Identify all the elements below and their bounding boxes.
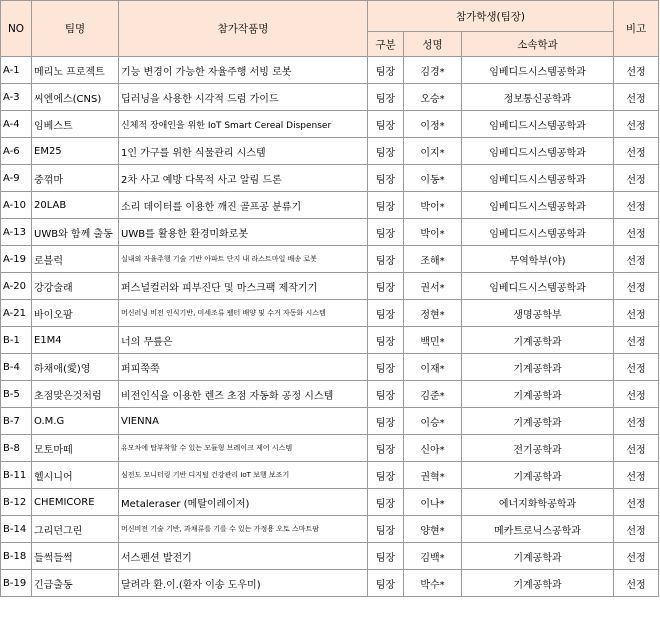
row-team: 긴급출동 — [32, 570, 119, 597]
row-dept: 생명공학부 — [462, 300, 614, 327]
header-role: 구분 — [368, 32, 404, 57]
table-row — [1, 381, 659, 408]
row-role: 팀장 — [368, 273, 404, 300]
row-name: 백민* — [404, 327, 462, 354]
row-no: A-19 — [1, 246, 32, 273]
row-no: B-19 — [1, 570, 32, 597]
row-team: 헬시니어 — [32, 462, 119, 489]
header-no: NO — [1, 1, 32, 57]
row-note: 선정 — [614, 246, 659, 273]
row-role: 팀장 — [368, 381, 404, 408]
row-role: 팀장 — [368, 192, 404, 219]
row-no: B-11 — [1, 462, 32, 489]
row-dept: 임베디드시스템공학과 — [462, 57, 614, 84]
row-no: B-14 — [1, 516, 32, 543]
row-dept: 기계공학과 — [462, 354, 614, 381]
row-no: A-13 — [1, 219, 32, 246]
row-note: 선정 — [614, 273, 659, 300]
row-dept: 임베디드시스템공학과 — [462, 165, 614, 192]
table-row — [1, 300, 659, 327]
row-name: 김경* — [404, 57, 462, 84]
row-note: 선정 — [614, 570, 659, 597]
row-name: 정현* — [404, 300, 462, 327]
row-role: 팀장 — [368, 57, 404, 84]
row-note: 선정 — [614, 516, 659, 543]
row-work: 소리 데이터를 이용한 깨진 골프공 분류기 — [119, 192, 368, 219]
row-role: 팀장 — [368, 138, 404, 165]
row-role: 팀장 — [368, 543, 404, 570]
row-dept: 정보통신공학과 — [462, 84, 614, 111]
row-work: 달려라 환.이.(환자 이송 도우미) — [119, 570, 368, 597]
row-work: 유모차에 탑부착할 수 있는 모듈형 브레이크 제어 시스템 — [119, 435, 368, 462]
row-note: 선정 — [614, 462, 659, 489]
row-no: B-12 — [1, 489, 32, 516]
row-name: 오승* — [404, 84, 462, 111]
row-work: 퍼스널컬러와 피부진단 및 마스크팩 제작기기 — [119, 273, 368, 300]
row-dept: 임베디드시스템공학과 — [462, 219, 614, 246]
row-work: 실내외 자율주행 기술 기반 아파트 단지 내 라스트마일 배송 로봇 — [119, 246, 368, 273]
table-body — [1, 57, 659, 597]
table-row — [1, 489, 659, 516]
row-role: 팀장 — [368, 489, 404, 516]
row-dept: 에너지화학공학과 — [462, 489, 614, 516]
table-row — [1, 138, 659, 165]
row-team: CHEMICORE — [32, 489, 119, 516]
row-dept: 임베디드시스템공학과 — [462, 273, 614, 300]
table-row — [1, 327, 659, 354]
row-no: A-6 — [1, 138, 32, 165]
table-row — [1, 354, 659, 381]
row-name: 신아* — [404, 435, 462, 462]
row-no: B-5 — [1, 381, 32, 408]
row-work: 심전도 모니터링 기반 디지털 건강관리 IoT 보행 보조기 — [119, 462, 368, 489]
row-role: 팀장 — [368, 327, 404, 354]
row-role: 팀장 — [368, 219, 404, 246]
table-row — [1, 192, 659, 219]
row-work: Metaleraser (메탈이레이저) — [119, 489, 368, 516]
row-dept: 메카트로닉스공학과 — [462, 516, 614, 543]
row-note: 선정 — [614, 489, 659, 516]
row-role: 팀장 — [368, 570, 404, 597]
row-team: E1M4 — [32, 327, 119, 354]
row-no: A-3 — [1, 84, 32, 111]
row-note: 선정 — [614, 435, 659, 462]
row-name: 조해* — [404, 246, 462, 273]
header-team: 팀명 — [32, 1, 119, 57]
row-team: 메리노 프로젝트 — [32, 57, 119, 84]
row-role: 팀장 — [368, 354, 404, 381]
row-note: 선정 — [614, 138, 659, 165]
row-note: 선정 — [614, 165, 659, 192]
row-work: 신체적 장애인을 위한 IoT Smart Cereal Dispenser — [119, 111, 368, 138]
table-row — [1, 462, 659, 489]
row-note: 선정 — [614, 354, 659, 381]
table-row — [1, 408, 659, 435]
row-team: 강강술래 — [32, 273, 119, 300]
table-row — [1, 543, 659, 570]
row-name: 이정* — [404, 111, 462, 138]
row-team: O.M.G — [32, 408, 119, 435]
row-role: 팀장 — [368, 246, 404, 273]
row-dept: 임베디드시스템공학과 — [462, 138, 614, 165]
row-role: 팀장 — [368, 165, 404, 192]
row-name: 김백* — [404, 543, 462, 570]
table-row — [1, 246, 659, 273]
row-dept: 전기공학과 — [462, 435, 614, 462]
row-work: 머신러닝 비전 인식기반, 미세조류 펠터 배양 및 수거 자동화 시스템 — [119, 300, 368, 327]
row-name: 김준* — [404, 381, 462, 408]
row-dept: 기계공학과 — [462, 381, 614, 408]
table-row — [1, 219, 659, 246]
row-name: 이지* — [404, 138, 462, 165]
row-no: B-8 — [1, 435, 32, 462]
row-role: 팀장 — [368, 300, 404, 327]
row-dept: 기계공학과 — [462, 570, 614, 597]
table-row — [1, 57, 659, 84]
row-note: 선정 — [614, 408, 659, 435]
row-name: 이동* — [404, 165, 462, 192]
row-work: UWB를 활용한 환경미화로봇 — [119, 219, 368, 246]
row-team: 하채애(愛)영 — [32, 354, 119, 381]
row-work: 1인 가구를 위한 식물관리 시스템 — [119, 138, 368, 165]
row-team: 씨엔에스(CNS) — [32, 84, 119, 111]
row-team: 들썩들썩 — [32, 543, 119, 570]
table-row — [1, 111, 659, 138]
row-work: 퍼피쭉쭉 — [119, 354, 368, 381]
row-dept: 기계공학과 — [462, 543, 614, 570]
row-work: 딥러닝을 사용한 시각적 드럼 가이드 — [119, 84, 368, 111]
row-note: 선정 — [614, 219, 659, 246]
row-dept: 기계공학과 — [462, 327, 614, 354]
row-no: A-10 — [1, 192, 32, 219]
row-name: 박수* — [404, 570, 462, 597]
header-participants: 참가학생(팀장) — [368, 1, 614, 32]
row-no: A-20 — [1, 273, 32, 300]
row-note: 선정 — [614, 381, 659, 408]
row-role: 팀장 — [368, 84, 404, 111]
row-note: 선정 — [614, 327, 659, 354]
header-dept: 소속학과 — [462, 32, 614, 57]
row-no: B-7 — [1, 408, 32, 435]
row-team: 모토마떼 — [32, 435, 119, 462]
row-dept: 무역학부(야) — [462, 246, 614, 273]
row-name: 권혁* — [404, 462, 462, 489]
row-name: 이재* — [404, 354, 462, 381]
row-no: A-4 — [1, 111, 32, 138]
table-row — [1, 84, 659, 111]
row-no: A-9 — [1, 165, 32, 192]
row-name: 양현* — [404, 516, 462, 543]
table-row — [1, 165, 659, 192]
header-name: 성명 — [404, 32, 462, 57]
row-work: 비전인식을 이용한 렌즈 초점 자동화 공정 시스템 — [119, 381, 368, 408]
row-role: 팀장 — [368, 462, 404, 489]
row-no: A-21 — [1, 300, 32, 327]
header-note: 비고 — [614, 1, 659, 57]
row-team: 바이오팜 — [32, 300, 119, 327]
row-note: 선정 — [614, 543, 659, 570]
row-role: 팀장 — [368, 435, 404, 462]
row-team: 로블럭 — [32, 246, 119, 273]
row-no: B-1 — [1, 327, 32, 354]
header-work: 참가작품명 — [119, 1, 368, 57]
row-name: 이승* — [404, 408, 462, 435]
row-team: 임베스트 — [32, 111, 119, 138]
row-role: 팀장 — [368, 516, 404, 543]
row-work: 너의 무릎은 — [119, 327, 368, 354]
row-work: 서스펜션 발전기 — [119, 543, 368, 570]
row-role: 팀장 — [368, 408, 404, 435]
row-team: UWB와 함께 출동 — [32, 219, 119, 246]
row-work: 2차 사고 예방 다목적 사고 알림 드론 — [119, 165, 368, 192]
row-dept: 임베디드시스템공학과 — [462, 192, 614, 219]
row-work: 기능 변경이 가능한 자율주행 서빙 로봇 — [119, 57, 368, 84]
row-no: A-1 — [1, 57, 32, 84]
table-row — [1, 435, 659, 462]
row-no: B-4 — [1, 354, 32, 381]
row-dept: 기계공학과 — [462, 408, 614, 435]
row-work: 머신비전 기술 기반, 과채류를 기를 수 있는 가정용 오토 스마트팜 — [119, 516, 368, 543]
row-name: 권서* — [404, 273, 462, 300]
row-team: 중꺾마 — [32, 165, 119, 192]
row-name: 박이* — [404, 219, 462, 246]
table-row — [1, 273, 659, 300]
row-work: VIENNA — [119, 408, 368, 435]
row-note: 선정 — [614, 84, 659, 111]
row-dept: 임베디드시스템공학과 — [462, 111, 614, 138]
row-name: 박이* — [404, 192, 462, 219]
row-team: 그리던그린 — [32, 516, 119, 543]
row-team: 20LAB — [32, 192, 119, 219]
row-name: 이나* — [404, 489, 462, 516]
row-team: 초점맞은것처럼 — [32, 381, 119, 408]
row-role: 팀장 — [368, 111, 404, 138]
row-note: 선정 — [614, 192, 659, 219]
row-dept: 기계공학과 — [462, 462, 614, 489]
row-note: 선정 — [614, 111, 659, 138]
row-note: 선정 — [614, 57, 659, 84]
row-no: B-18 — [1, 543, 32, 570]
row-note: 선정 — [614, 300, 659, 327]
table-row — [1, 570, 659, 597]
row-team: EM25 — [32, 138, 119, 165]
table-row — [1, 516, 659, 543]
